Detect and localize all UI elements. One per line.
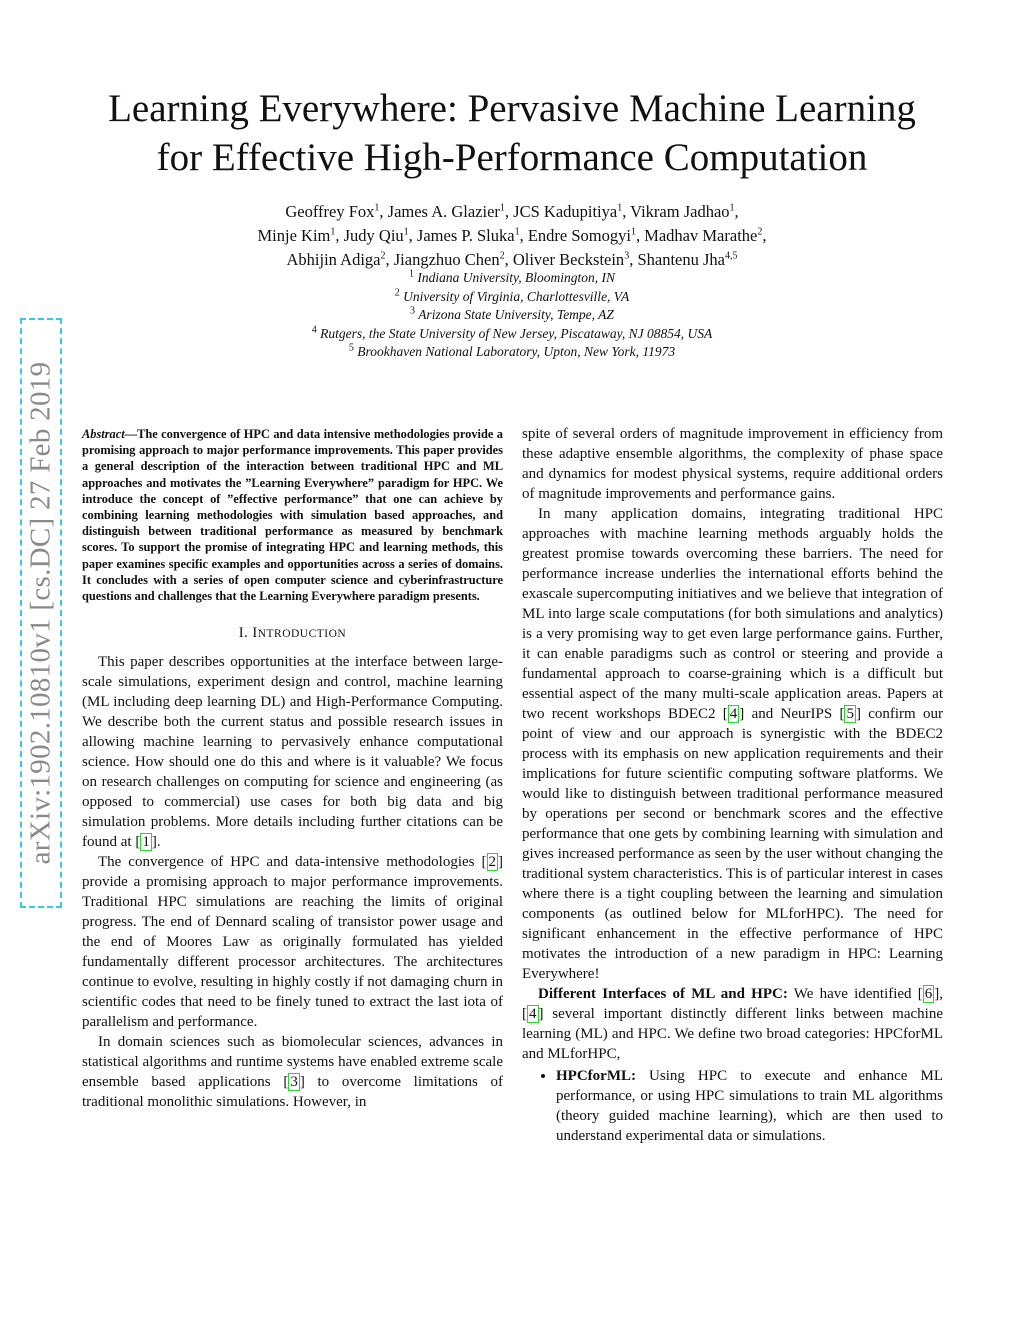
- text-run: We have identified: [787, 986, 918, 1002]
- author: Geoffrey Fox$^1$,: [285, 202, 388, 221]
- text-run: provide a promising approach to major performance improvements. Traditional HPC simulations are reaching the limits of original progress. The end of Dennard scaling of transistor power usage and the end of Moores Law as originally formulated has yielded fundamentally different processor architectures. The architectures continue to evolve, resulting in highly costly if not damaging churn in scientific codes that need to be finely tuned to extract the last iota of parallelism and performance.: [82, 874, 503, 1031]
- right-paragraphs: [522, 424, 943, 1064]
- arxiv-identifier[interactable]: arXiv:1902.10810v1 [cs.DC] 27 Feb 2019: [24, 361, 57, 865]
- author: Oliver Beckstein$^3$,: [512, 250, 638, 269]
- bold-run-in-heading: Different Interfaces of ML and HPC:: [538, 986, 788, 1002]
- intro-paragraphs: [82, 652, 503, 1112]
- left-column: [82, 426, 503, 1112]
- bullet-item: [556, 1066, 943, 1146]
- abstract-text: —The convergence of HPC and data intensive methodologies provide a promising approach to major performance improvements. This paper provides a general description of the interaction between traditional HPC and ML approaches and motivates the ”Learning Everywhere” paradigm for HPC. We introduce the concept of ”effective performance” that one can achieve by combining learning methodologies with simulation based approaches, and distinguish between traditional performance as measured by benchmark scores. To support the promise of integrating HPC and learning methods, this paper examines specific examples and opportunities across a series of domains. It concludes with a series of open computer science and cyberinfrastructure questions and challenges that the Learning Everywhere paradigm presents.: [82, 427, 503, 604]
- author: James P. Sluka$^1$,: [416, 226, 528, 245]
- author: JCS Kadupitiya$^1$,: [513, 202, 631, 221]
- author: James A. Glazier$^1$,: [387, 202, 514, 221]
- citation-link[interactable]: 6: [924, 986, 933, 1002]
- body-paragraph: The convergence of HPC and data-intensive methodologies [ 2 ] provide a promising approach to major performance improvements. Traditional HPC simulations are reaching the limits of original progress. The end of Dennard scaling of transistor power usage and the end of Moores Law as originally formulated has yielded fundamentally different processor architectures. The architectures continue to evolve, resulting in highly costly if not damaging churn in scientific codes that need to be finely tuned to extract the last iota of parallelism and performance.: [82, 854, 503, 1031]
- text-run: .: [156, 834, 161, 851]
- title-line-1: Learning Everywhere: Pervasive Machine Learning: [108, 87, 916, 130]
- citation-link[interactable]: 3: [290, 1074, 298, 1091]
- author-line: [120, 224, 904, 248]
- author: Judy Qiu$^1$,: [343, 226, 417, 245]
- author: Vikram Jadhao$^1$,: [630, 202, 739, 221]
- section-heading-introduction: I. INTRODUCTION: [238, 625, 347, 642]
- text-run: The convergence of HPC and data-intensive methodologies: [98, 854, 482, 871]
- author-list: [120, 200, 904, 272]
- author: Abhijin Adiga$^2$,: [286, 250, 394, 269]
- affiliation: $^1$ Indiana University, Bloomington, IN: [409, 268, 615, 285]
- body-paragraph: This paper describes opportunities at the interface between large-scale simulations, experiment design and control, machine learning (ML including deep learning DL) and High-Performance Computing. We describe both the current status and possible research issues in allowing machine learning to pervasively enhance computational science. How should one do this and where is it valuable? We focus on research challenges on computing for science and engineering (as opposed to commercial) use cases for both big data and big simulation problems. More details including further citations can be found at [ 1 ].: [82, 654, 503, 851]
- body-paragraph: In many application domains, integrating traditional HPC approaches with machine learning methods arguably holds the greatest promise towards overcoming these barriers. The need for performance increase underlies the international efforts behind the exascale supercomputing initiatives and we believe that integration of ML into large scale computations (for both simulations and analytics) is a very promising way to get even large performance gains. Further, it can enable paradigms such as control or steering and provide a fundamental approach to coarse-graining which is a difficult but essential aspect of the many multi-scale application areas. Papers at two recent workshops BDEC2 [ 4 ] and NeurIPS [ 5 ] confirm our point of view and our approach is synergistic with the BDEC2 process with its emphasis on new application requirements and their implications for future scientific computing software platforms. We would like to distinguish between traditional performance measured by operations per second or benchmark scores and the effective performance that one gets by combining learning with simulation and gives increased performance as seen by the user without changing the traditional system characteristics. This is of particular interest in cases where there is a tight coupling between the learning and simulation components (as outlined below for MLforHPC). The need for significant enhancement in the effective performance of HPC motivates the introduction of a new paradigm in HPC: Learning Everywhere!: [522, 506, 943, 982]
- text-run: In many application domains, integrating traditional HPC approaches with machine learning methods arguably holds the greatest promise towards overcoming these barriers. The need for performance increase underlies the international efforts behind the exascale supercomputing initiatives and we believe that integration of ML into large scale computations (for both simulations and analytics) is a very promising way to get even large performance gains. Further, it can enable paradigms such as control or steering and provide a fundamental approach to coarse-graining which is a difficult but essential aspect of the many multi-scale application areas. Papers at two recent workshops BDEC2: [522, 506, 943, 722]
- author: Endre Somogyi$^1$,: [527, 226, 645, 245]
- affiliation: $^3$ Arizona State University, Tempe, AZ: [410, 305, 614, 322]
- text-run: confirm our point of view and our approach is synergistic with the BDEC2 process with its emphasis on new application requirements and their implications for future scientific computing software platforms. We would like to distinguish between traditional performance measured by operations per second or benchmark scores and the effective performance that one gets by combining learning with simulation and gives increased performance as seen by the user without changing the traditional system characteristics. This is of particular interest in cases where there is a tight coupling between the learning and simulation components (as outlined below for MLforHPC). The need for significant enhancement in the effective performance of HPC motivates the introduction of a new paradigm in HPC: Learning Everywhere!: [522, 706, 943, 982]
- citation-link[interactable]: 4: [729, 706, 738, 722]
- abstract: [82, 426, 503, 604]
- body-paragraph: [522, 424, 943, 504]
- text-run: ,: [939, 986, 944, 1002]
- author: Jiangzhuo Chen$^2$,: [393, 250, 513, 269]
- body-paragraph: Different Interfaces of ML and HPC: We have identified [ 6 ], [ 4 ] several important distinctly different links between machine learning (ML) and HPC. We define two broad categories: HPCforML and MLforHPC,: [522, 986, 944, 1062]
- category-bullet-list: [522, 1066, 943, 1146]
- author: Shantenu Jha$^{4,5}$: [637, 250, 738, 269]
- text-run: and NeurIPS: [744, 706, 840, 722]
- affiliation: $^2$ University of Virginia, Charlottesville, VA: [394, 287, 630, 304]
- title-line-2: for Effective High-Performance Computation: [156, 136, 868, 179]
- citation-link[interactable]: 5: [846, 706, 854, 722]
- citation-link[interactable]: 4: [529, 1006, 537, 1022]
- text-run: Using HPC to execute and enhance ML performance, or using HPC simulations to train ML algorithms (theory guided machine learning), which are then used to understand experimental data or simulations.: [556, 1068, 943, 1144]
- affiliation: $^4$ Rutgers, the State University of New Jersey, Piscataway, NJ 08854, USA: [311, 324, 713, 341]
- text-run: to overcome limitations of traditional monolithic simulations. However, in: [82, 1074, 504, 1111]
- text-run: spite of several orders of magnitude improvement in efficiency from these adaptive ensemble algorithms, the complexity of phase space and dynamics for modest physical systems, require additional orders of magnitude improvements and performance gains.: [522, 426, 943, 502]
- right-column: [522, 424, 943, 1146]
- abstract-label: Abstract: [82, 427, 125, 441]
- bold-run-in-heading: HPCforML:: [556, 1068, 636, 1084]
- text-run: several important distinctly different links between machine learning (ML) and HPC. We define two broad categories: HPCforML and MLforHPC,: [522, 1006, 943, 1062]
- affiliation-list: [120, 269, 904, 362]
- author-line: [120, 200, 904, 224]
- author: Minje Kim$^1$,: [257, 226, 344, 245]
- paper-title: [40, 84, 984, 182]
- citation-link[interactable]: 2: [488, 854, 496, 871]
- affiliation: $^5$ Brookhaven National Laboratory, Upton, New York, 11973: [348, 342, 676, 359]
- text-run: This paper describes opportunities at the interface between large-scale simulations, experiment design and control, machine learning (ML including deep learning DL) and High-Performance Computing. We describe both the current status and possible research issues in allowing machine learning to pervasively enhance computational science. How should one do this and where is it valuable? We focus on research challenges on computing for science and engineering (as opposed to commercial) use cases for both big data and big simulation problems. More details including further citations can be found at: [82, 654, 503, 851]
- text-run: In domain sciences such as biomolecular sciences, advances in statistical algorithms and runtime systems have enabled extreme scale ensemble based applications: [82, 1034, 503, 1091]
- citation-link[interactable]: 1: [142, 834, 150, 851]
- author: Madhav Marathe$^2$,: [644, 226, 767, 245]
- body-paragraph: In domain sciences such as biomolecular sciences, advances in statistical algorithms and runtime systems have enabled extreme scale ensemble based applications [ 3 ] to overcome limitations of traditional monolithic simulations. However, in: [82, 1034, 504, 1111]
